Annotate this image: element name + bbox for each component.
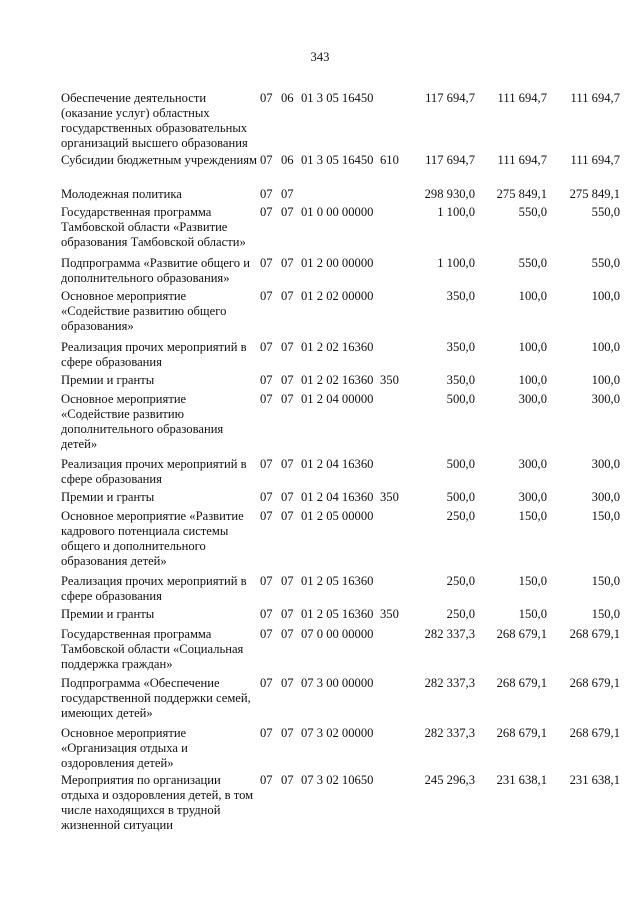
- row-value-3: 300,0: [591, 490, 620, 504]
- row-csr: 01 2 02 16360: [301, 373, 374, 387]
- row-value-1: 250,0: [446, 607, 475, 621]
- row-name: Основное мероприятие «Организация отдыха и оздоровления детей»: [61, 726, 188, 770]
- row-value-2: 111 694,7: [497, 153, 547, 167]
- row-vr: 350: [380, 373, 399, 387]
- row-value-1: 250,0: [446, 509, 475, 523]
- row-name: Премии и гранты: [61, 373, 155, 387]
- row-value-2: 268 679,1: [496, 627, 547, 641]
- row-csr: 07 3 00 00000: [301, 676, 374, 690]
- row-csr: 07 0 00 00000: [301, 627, 374, 641]
- row-rz: 07: [260, 773, 273, 787]
- row-rz: 07: [260, 91, 273, 105]
- row-csr: 01 3 05 16450: [301, 153, 374, 167]
- row-name: Мероприятия по организации отдыха и оздоровления детей, в том числе находящихся в трудной жизненной ситуации: [61, 773, 254, 832]
- row-value-2: 100,0: [518, 340, 547, 354]
- row-name: Основное мероприятие «Развитие кадрового потенциала системы общего и дополнительного образования детей»: [61, 509, 244, 568]
- row-value-3: 231 638,1: [569, 773, 620, 787]
- row-name: Реализация прочих мероприятий в сфере образования: [61, 457, 247, 486]
- row-csr: 01 2 02 00000: [301, 289, 374, 303]
- row-name: Премии и гранты: [61, 607, 155, 621]
- row-value-3: 150,0: [591, 509, 620, 523]
- row-rz: 07: [260, 726, 273, 740]
- row-rz: 07: [260, 509, 273, 523]
- row-value-3: 111 694,7: [570, 91, 620, 105]
- row-value-3: 300,0: [591, 392, 620, 406]
- row-value-1: 282 337,3: [424, 726, 475, 740]
- row-name: Основное мероприятие «Содействие развитию общего образования»: [61, 289, 227, 333]
- row-pr: 07: [281, 256, 294, 270]
- row-csr: 01 2 04 16360: [301, 457, 374, 471]
- row-value-3: 100,0: [591, 289, 620, 303]
- row-csr: 01 0 00 00000: [301, 205, 374, 219]
- row-pr: 07: [281, 726, 294, 740]
- row-vr: 350: [380, 607, 399, 621]
- row-rz: 07: [260, 676, 273, 690]
- row-value-3: 111 694,7: [570, 153, 620, 167]
- row-value-1: 117 694,7: [425, 91, 475, 105]
- row-value-1: 245 296,3: [424, 773, 475, 787]
- row-pr: 07: [281, 373, 294, 387]
- row-value-3: 550,0: [591, 256, 620, 270]
- row-value-1: 1 100,0: [437, 205, 475, 219]
- row-value-2: 100,0: [518, 289, 547, 303]
- row-value-2: 300,0: [518, 392, 547, 406]
- row-pr: 07: [281, 773, 294, 787]
- row-rz: 07: [260, 373, 273, 387]
- row-csr: 01 2 05 00000: [301, 509, 374, 523]
- row-csr: 01 2 05 16360: [301, 607, 374, 621]
- row-value-3: 550,0: [591, 205, 620, 219]
- row-value-2: 268 679,1: [496, 726, 547, 740]
- row-pr: 07: [281, 205, 294, 219]
- row-value-3: 100,0: [591, 340, 620, 354]
- row-rz: 07: [260, 607, 273, 621]
- row-value-2: 550,0: [518, 256, 547, 270]
- row-value-1: 500,0: [446, 457, 475, 471]
- row-value-2: 100,0: [518, 373, 547, 387]
- row-pr: 07: [281, 289, 294, 303]
- row-value-1: 350,0: [446, 373, 475, 387]
- row-vr: 350: [380, 490, 399, 504]
- row-csr: 01 2 00 00000: [301, 256, 374, 270]
- row-vr: 610: [380, 153, 399, 167]
- row-value-1: 350,0: [446, 289, 475, 303]
- row-name: Основное мероприятие «Содействие развитию дополнительного образования детей»: [61, 392, 224, 451]
- row-value-2: 268 679,1: [496, 676, 547, 690]
- row-value-1: 500,0: [446, 392, 475, 406]
- row-pr: 07: [281, 457, 294, 471]
- row-rz: 07: [260, 256, 273, 270]
- row-name: Реализация прочих мероприятий в сфере образования: [61, 574, 247, 603]
- row-rz: 07: [260, 340, 273, 354]
- row-name: Реализация прочих мероприятий в сфере образования: [61, 340, 247, 369]
- row-value-2: 150,0: [518, 607, 547, 621]
- row-rz: 07: [260, 627, 273, 641]
- row-value-2: 231 638,1: [496, 773, 547, 787]
- row-pr: 07: [281, 574, 294, 588]
- row-name: Подпрограмма «Развитие общего и дополнительного образования»: [61, 256, 250, 285]
- row-value-3: 268 679,1: [569, 627, 620, 641]
- page-number: 343: [310, 50, 330, 64]
- row-value-3: 150,0: [591, 607, 620, 621]
- row-name: Государственная программа Тамбовской области «Социальная поддержка граждан»: [61, 627, 244, 671]
- row-value-3: 268 679,1: [569, 676, 620, 690]
- row-pr: 07: [281, 627, 294, 641]
- row-pr: 07: [281, 509, 294, 523]
- row-value-2: 300,0: [518, 490, 547, 504]
- row-value-1: 282 337,3: [424, 676, 475, 690]
- row-pr: 07: [281, 340, 294, 354]
- row-rz: 07: [260, 490, 273, 504]
- row-name: Субсидии бюджетным учреждениям: [61, 153, 257, 167]
- row-pr: 06: [281, 153, 294, 167]
- row-pr: 07: [281, 676, 294, 690]
- row-value-3: 268 679,1: [569, 726, 620, 740]
- row-pr: 07: [281, 490, 294, 504]
- row-value-3: 300,0: [591, 457, 620, 471]
- row-csr: 07 3 02 10650: [301, 773, 374, 787]
- row-rz: 07: [260, 392, 273, 406]
- row-rz: 07: [260, 187, 273, 201]
- row-name: Подпрограмма «Обеспечение государственной поддержки семей, имеющих детей»: [61, 676, 251, 720]
- row-value-3: 150,0: [591, 574, 620, 588]
- row-pr: 07: [281, 187, 294, 201]
- row-value-1: 1 100,0: [437, 256, 475, 270]
- row-name: Молодежная политика: [61, 187, 182, 201]
- row-value-2: 300,0: [518, 457, 547, 471]
- row-value-1: 117 694,7: [425, 153, 475, 167]
- row-csr: 07 3 02 00000: [301, 726, 374, 740]
- row-value-2: 150,0: [518, 574, 547, 588]
- row-rz: 07: [260, 289, 273, 303]
- row-value-1: 298 930,0: [424, 187, 475, 201]
- row-csr: 01 3 05 16450: [301, 91, 374, 105]
- row-name: Премии и гранты: [61, 490, 155, 504]
- row-rz: 07: [260, 153, 273, 167]
- row-value-2: 111 694,7: [497, 91, 547, 105]
- row-name: Обеспечение деятельности (оказание услуг) областных государственных образовательных организаций высшего образования: [61, 91, 248, 150]
- row-pr: 07: [281, 392, 294, 406]
- row-value-3: 275 849,1: [569, 187, 620, 201]
- row-rz: 07: [260, 205, 273, 219]
- row-value-1: 500,0: [446, 490, 475, 504]
- row-pr: 06: [281, 91, 294, 105]
- row-value-3: 100,0: [591, 373, 620, 387]
- row-value-2: 550,0: [518, 205, 547, 219]
- row-value-1: 350,0: [446, 340, 475, 354]
- row-rz: 07: [260, 457, 273, 471]
- row-value-2: 150,0: [518, 509, 547, 523]
- row-name: Государственная программа Тамбовской области «Развитие образования Тамбовской области»: [61, 205, 246, 249]
- row-value-1: 250,0: [446, 574, 475, 588]
- row-csr: 01 2 02 16360: [301, 340, 374, 354]
- row-rz: 07: [260, 574, 273, 588]
- row-csr: 01 2 04 00000: [301, 392, 374, 406]
- row-csr: 01 2 05 16360: [301, 574, 374, 588]
- row-value-1: 282 337,3: [424, 627, 475, 641]
- row-csr: 01 2 04 16360: [301, 490, 374, 504]
- row-value-2: 275 849,1: [496, 187, 547, 201]
- row-pr: 07: [281, 607, 294, 621]
